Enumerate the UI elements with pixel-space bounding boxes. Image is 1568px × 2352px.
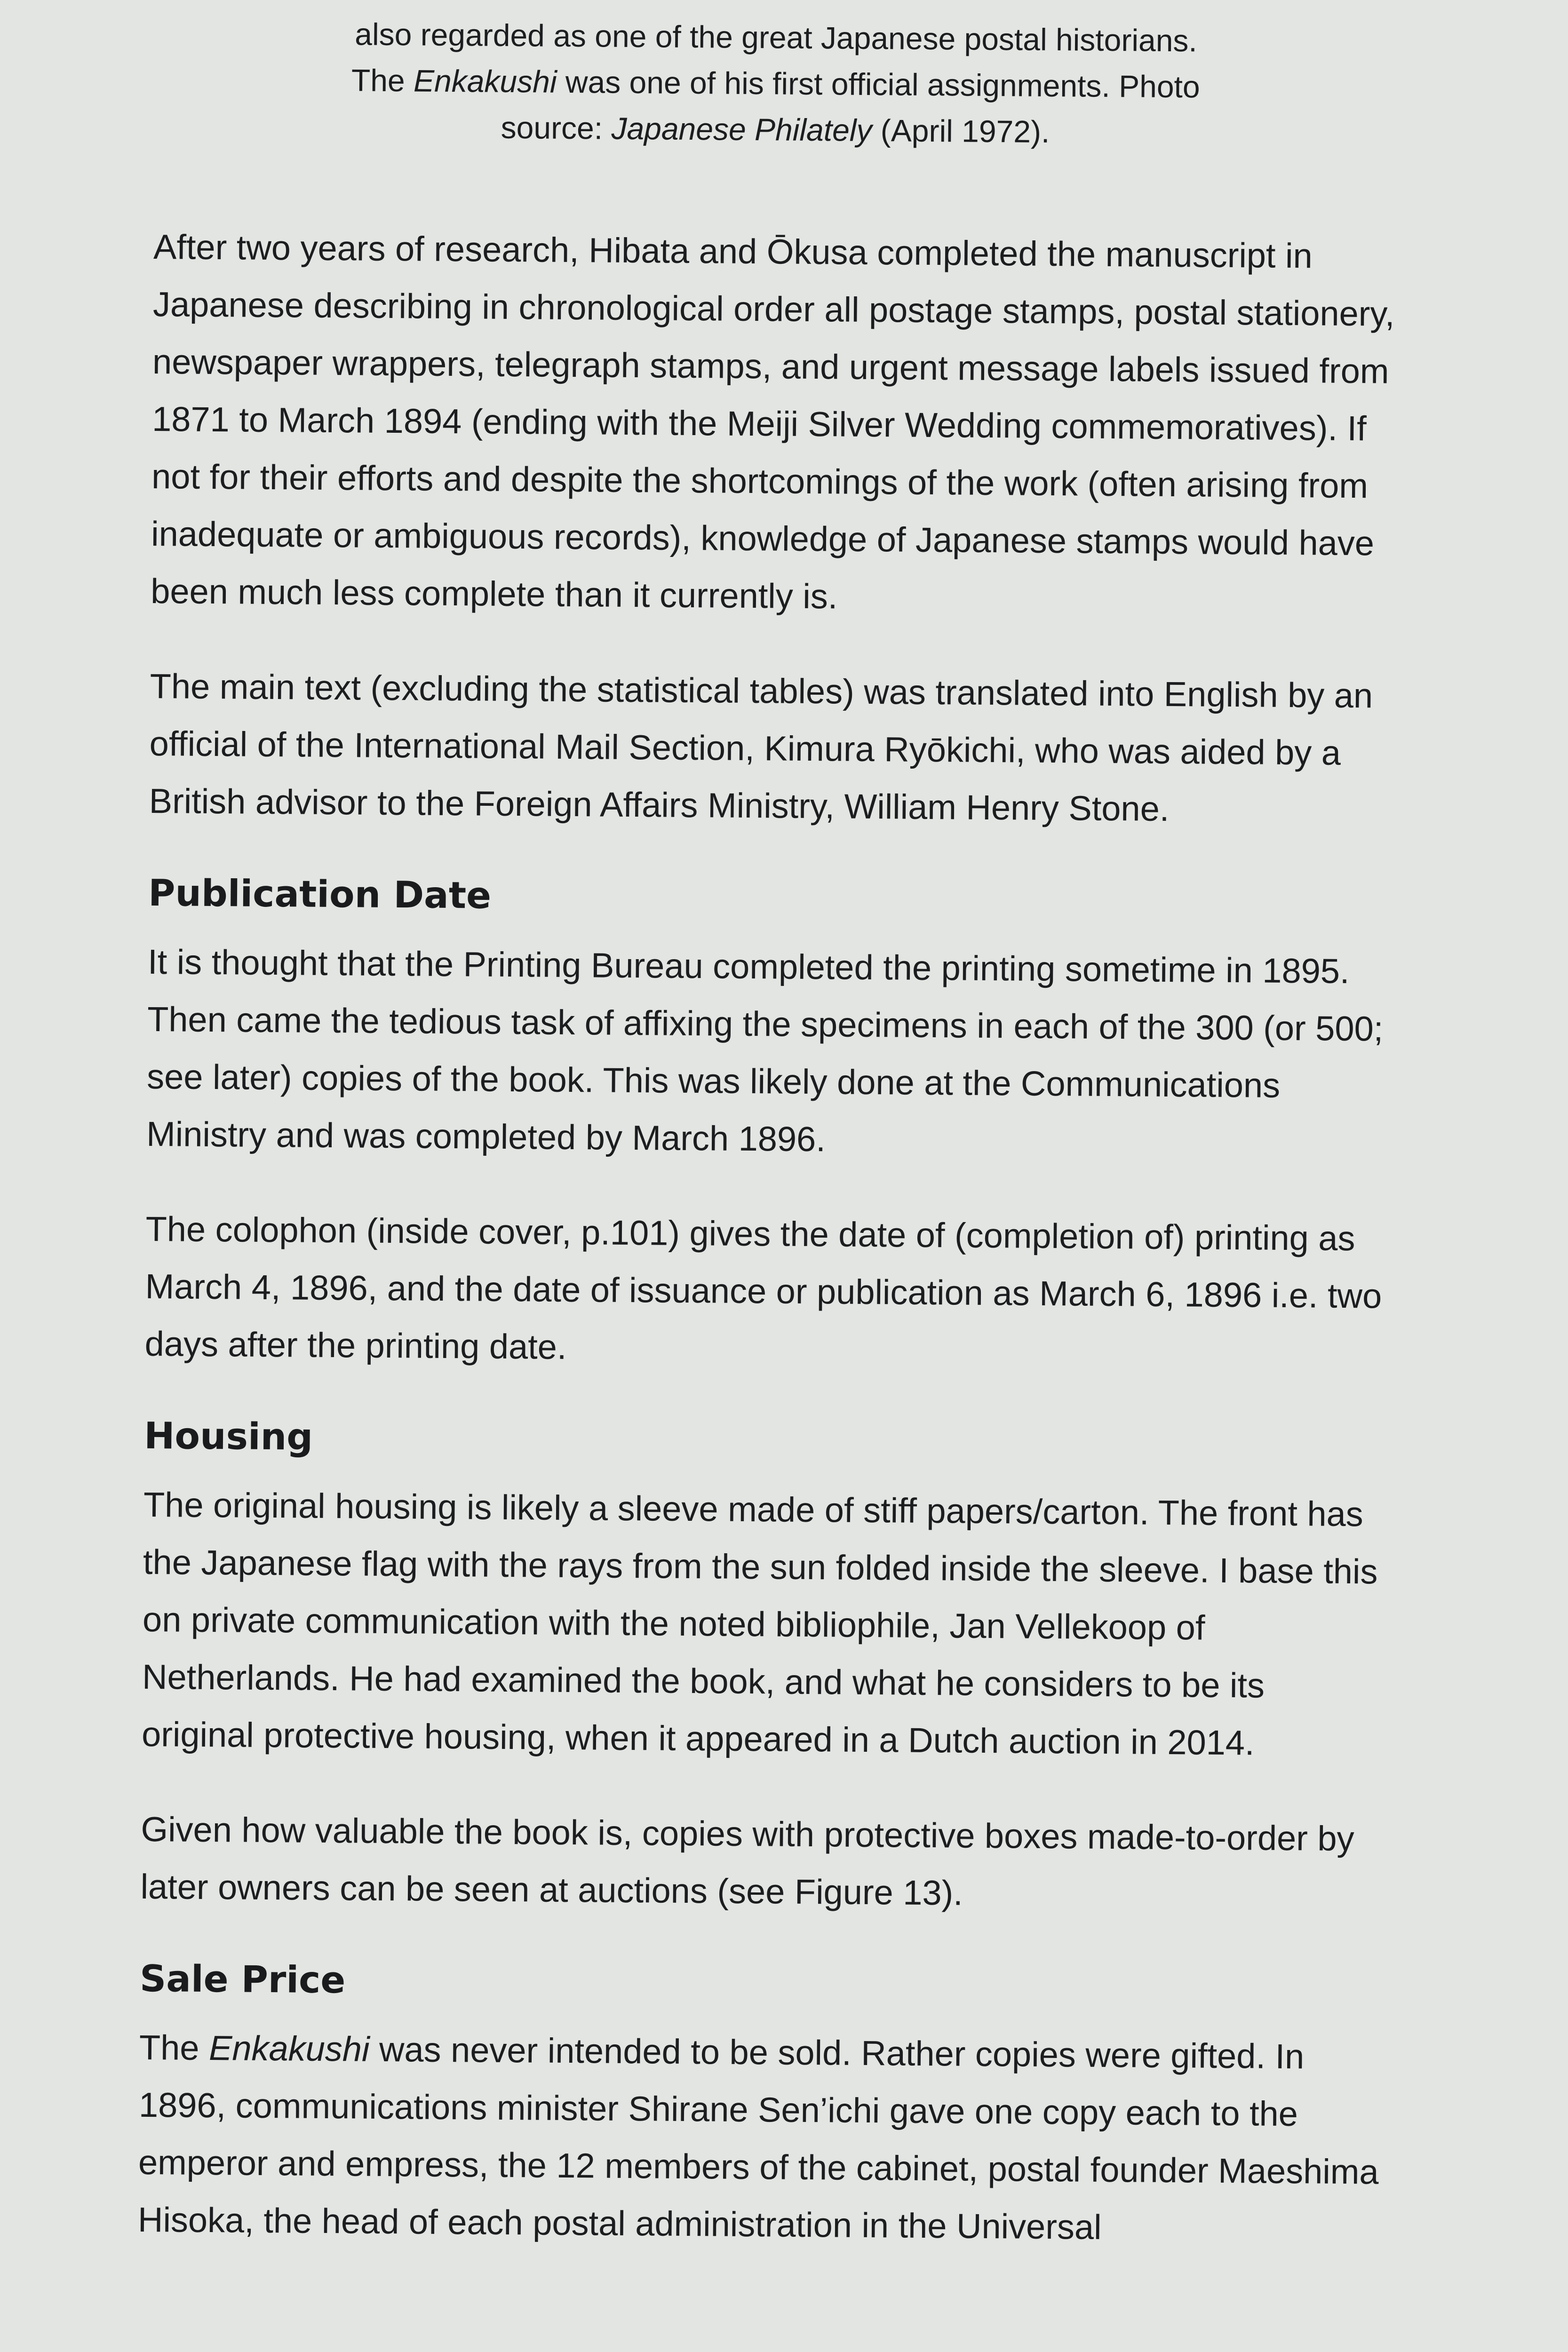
paragraph-publication-colophon: The colophon (inside cover, p.101) gives the date of (completion of) printing as March 4, 1896, and the date of issuance or publication as March 6, 1896 i.e. two days after the printing date. — [144, 1209, 1382, 1367]
heading-publication-date: Publication Date — [148, 872, 492, 917]
paragraph-housing-sleeve: The original housing is likely a sleeve made of stiff papers/carton. The front has the Japanese flag with the rays from the sun folded inside the sleeve. I base this on private communication with the noted bibliophile, Jan Vellekoop of Netherlands. He had examined the book, and what he considers to be its original protective housing, when it appeared in a Dutch auction in 2014. — [141, 1485, 1378, 1763]
heading-sale-price: Sale Price — [139, 1957, 346, 2002]
photo-caption — [154, 9, 1397, 158]
caption-line-2: The Enkakushi was one of his first official assignments. Photo — [351, 63, 1200, 104]
paragraph-sale-price: The Enkakushi was never intended to be sold. Rather copies were gifted. In 1896, communications minister Shirane Sen’ichi gave one copy each to the emperor and empress, the 12 members of the cabinet, postal founder Maeshima Hisoka, the head of each postal administration in the Universal — [137, 2027, 1379, 2247]
document-page — [137, 9, 1397, 2296]
caption-source-title: Japanese Philately — [611, 111, 872, 148]
heading-housing: Housing — [143, 1414, 313, 1459]
caption-italic-title: Enkakushi — [413, 63, 557, 99]
caption-line-1: also regarded as one of the great Japanese postal historians. — [355, 16, 1198, 58]
paragraph-publication-printing: It is thought that the Printing Bureau completed the printing sometime in 1895. Then came the tedious task of affixing the specimens in each of the 300 (or 500; see later) copies of the book. This was likely done at the Communications Ministry and was completed by March 1896. — [146, 942, 1384, 1159]
sale-italic-title: Enkakushi — [208, 2028, 370, 2069]
paragraph-housing-boxes: Given how valuable the book is, copies with protective boxes made-to-order by later owners can be seen at auctions (see Figure 13). — [140, 1809, 1354, 1913]
paragraph-translation: The main text (excluding the statistical tables) was translated into English by an official of the International Mail Section, Kimura Ryōkichi, who was aided by a British advisor to the Foreign Affairs Ministry, William Henry Stone. — [149, 666, 1373, 828]
caption-line-3: source: Japanese Philately (April 1972). — [501, 110, 1050, 149]
paragraph-research: After two years of research, Hibata and Ōkusa completed the manuscript in Japanese describing in chronological order all postage stamps, postal stationery, newspaper wrappers, telegraph stamps, and urgent message labels issued from 1871 to March 1894 (ending with the Meiji Silver Wedding commemoratives). If not for their efforts and despite the shortcomings of the work (often arising from inadequate or ambiguous records), knowledge of Japanese stamps would have been much less complete than it currently is. — [150, 227, 1395, 616]
